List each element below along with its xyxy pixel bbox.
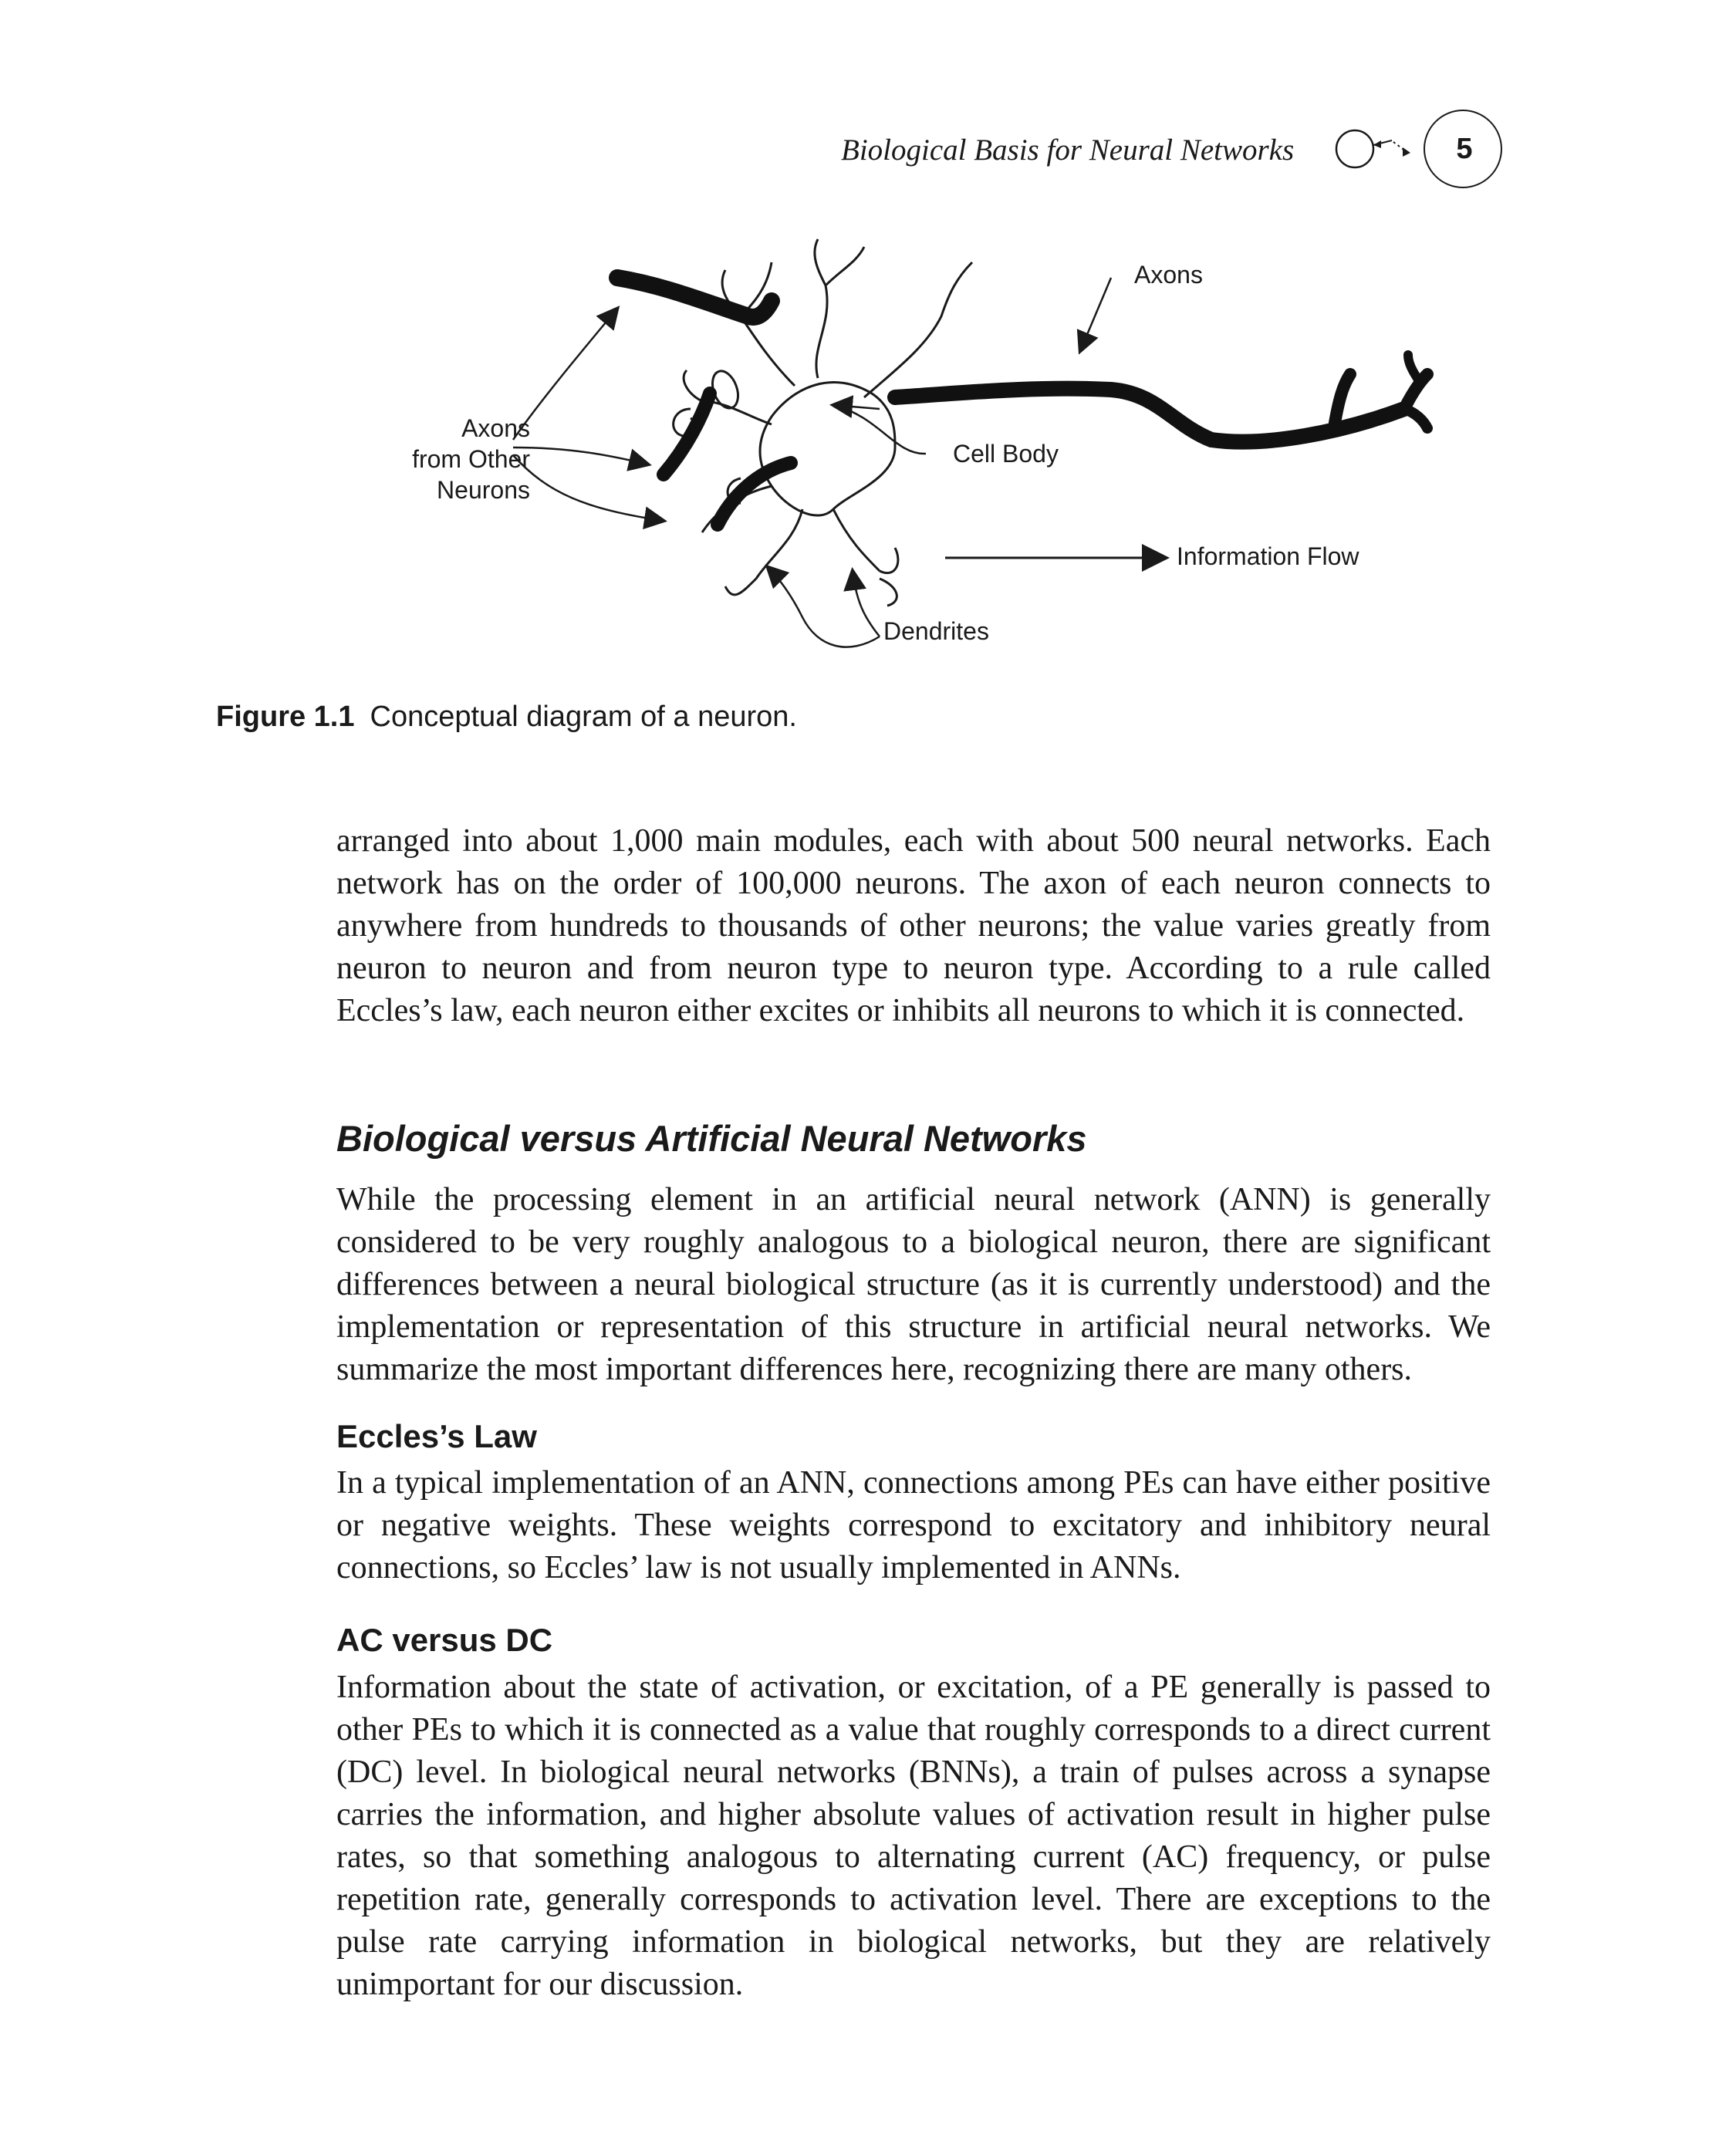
label-information-flow: Information Flow bbox=[1177, 542, 1359, 570]
incoming-axon-mid bbox=[664, 393, 710, 474]
figure-caption bbox=[216, 701, 797, 734]
main-axon bbox=[895, 389, 1404, 442]
neuron-diagram bbox=[339, 216, 1435, 679]
axons-other-pointers bbox=[513, 309, 664, 521]
incoming-axon-top bbox=[617, 278, 772, 317]
label-axons-other-1: Axons bbox=[461, 414, 530, 442]
intro-paragraph: arranged into about 1,000 main modules, each with about 500 neural networks. Each network has on the order of 100,000 neurons. The axon of each neuron connects to anywhere from hundreds to thousands of other neurons; the value varies greatly from neuron to neuron and from neuron type to neuron type. According to a rule called Eccles’s law, each neuron either excites or inhibits all neurons to which it is connected. bbox=[336, 823, 1491, 1028]
section-heading: Biological versus Artificial Neural Networks bbox=[336, 1118, 1087, 1159]
figure-number: Figure 1.1 bbox=[216, 701, 355, 733]
eccles-law-heading: Eccles’s Law bbox=[336, 1418, 537, 1454]
section-paragraph: While the processing element in an artificial neural network (ANN) is generally considered to be very roughly analogous to a biological neuron, there are significant differences between a neural biological structure (as it is currently understood) and the implementation or representation of this structure in artificial neural networks. We summarize the most important differences here, recognizing there are many others. bbox=[336, 1182, 1491, 1387]
running-header-title: Biological Basis for Neural Networks bbox=[841, 133, 1295, 167]
cell-body-outline bbox=[674, 239, 972, 606]
page-number: 5 bbox=[1456, 133, 1473, 165]
label-axons: Axons bbox=[1134, 261, 1203, 289]
figure-caption-text: Conceptual diagram of a neuron. bbox=[370, 701, 797, 733]
label-axons-other-2: from Other bbox=[412, 445, 530, 473]
label-axons-other-3: Neurons bbox=[437, 476, 530, 504]
eccles-law-paragraph: In a typical implementation of an ANN, connections among PEs can have either positive or negative weights. These weights correspond to excitatory and inhibitory neural connections, so Eccles’ law is not usually implemented in ANNs. bbox=[336, 1465, 1491, 1585]
label-dendrites: Dendrites bbox=[883, 617, 989, 645]
ac-versus-dc-paragraph: Information about the state of activation, or excitation, of a PE generally is passed to other PEs to which it is connected as a value that roughly corresponds to a direct current (DC) level. In biological neural networks (BNNs), a train of pulses across a synapse carries the information, and higher absolute values of activation result in higher pulse rates, so that something analogous to alternating current (AC) frequency, or pulse repetition rate, generally corresponds to activation level. There are exceptions to the pulse rate carrying information in biological networks, but they are relatively unimportant for our discussion. bbox=[336, 1670, 1491, 2002]
label-cell-body: Cell Body bbox=[953, 440, 1059, 468]
ac-versus-dc-heading: AC versus DC bbox=[336, 1622, 553, 1658]
